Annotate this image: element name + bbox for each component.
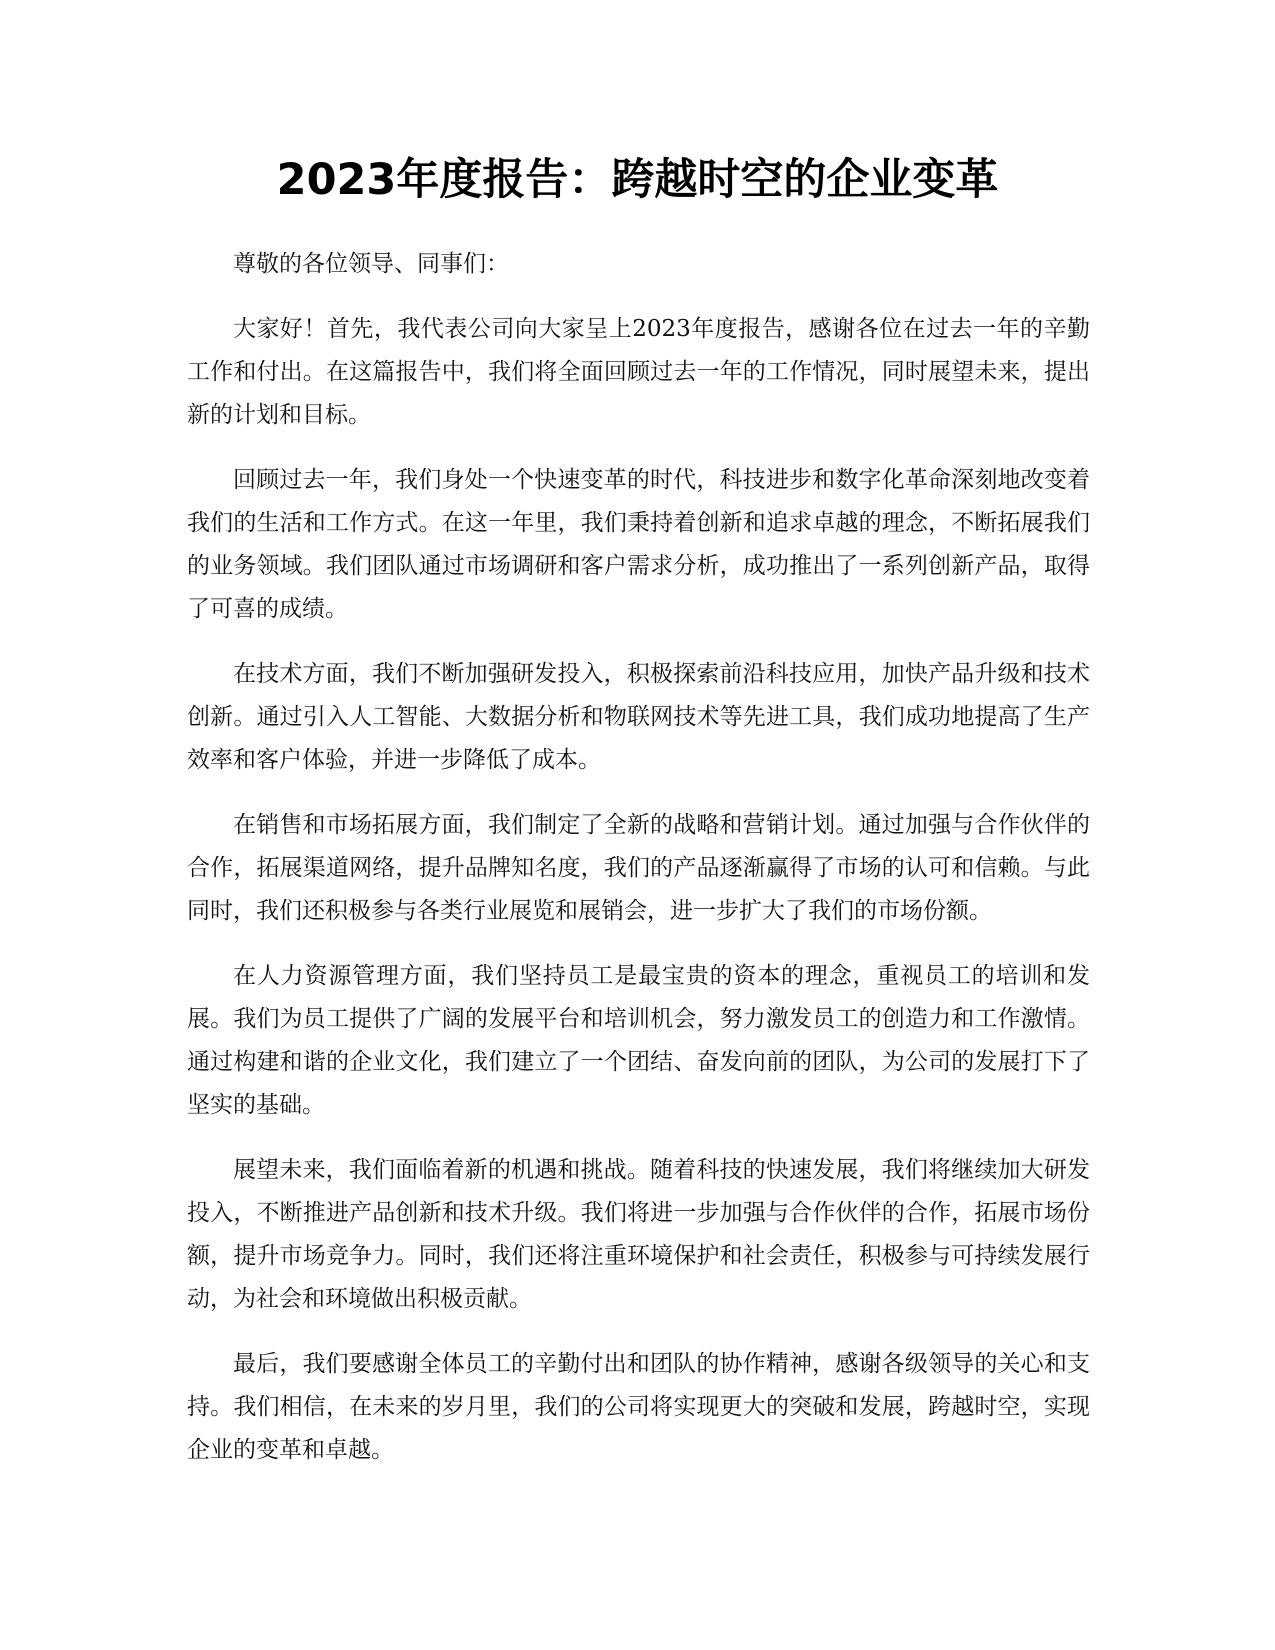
body-paragraph: 大家好！首先，我代表公司向大家呈上2023年度报告，感谢各位在过去一年的辛勤工作和付出。在这篇报告中，我们将全面回顾过去一年的工作情况，同时展望未来，提出新的计划和目标。 — [187, 316, 1090, 428]
greeting-paragraph: 尊敬的各位领导、同事们： — [233, 251, 509, 277]
body-paragraph: 回顾过去一年，我们身处一个快速变革的时代，科技进步和数字化革命深刻地改变着我们的生活和工作方式。在这一年里，我们秉持着创新和追求卓越的理念，不断拓展我们的业务领域。我们团队通过市场调研和客户需求分析，成功推出了一系列创新产品，取得了可喜的成绩。 — [187, 467, 1090, 622]
body-paragraph: 最后，我们要感谢全体员工的辛勤付出和团队的协作精神，感谢各级领导的关心和支持。我们相信，在未来的岁月里，我们的公司将实现更大的突破和发展，跨越时空，实现企业的变革和卓越。 — [187, 1351, 1090, 1463]
body-paragraph: 在技术方面，我们不断加强研发投入，积极探索前沿科技应用，加快产品升级和技术创新。通过引入人工智能、大数据分析和物联网技术等先进工具，我们成功地提高了生产效率和客户体验，并进一步降低了成本。 — [187, 661, 1090, 773]
document-body — [187, 243, 1090, 1494]
body-paragraph: 在销售和市场拓展方面，我们制定了全新的战略和营销计划。通过加强与合作伙伴的合作，拓展渠道网络，提升品牌知名度，我们的产品逐渐赢得了市场的认可和信赖。与此同时，我们还积极参与各类行业展览和展销会，进一步扩大了我们的市场份额。 — [187, 812, 1090, 924]
body-paragraph: 在人力资源管理方面，我们坚持员工是最宝贵的资本的理念，重视员工的培训和发展。我们为员工提供了广阔的发展平台和培训机会，努力激发员工的创造力和工作激情。通过构建和谐的企业文化，我们建立了一个团结、奋发向前的团队，为公司的发展打下了坚实的基础。 — [187, 963, 1090, 1118]
body-paragraph: 展望未来，我们面临着新的机遇和挑战。随着科技的快速发展，我们将继续加大研发投入，不断推进产品创新和技术升级。我们将进一步加强与合作伙伴的合作，拓展市场份额，提升市场竞争力。同时，我们还将注重环境保护和社会责任，积极参与可持续发展行动，为社会和环境做出积极贡献。 — [187, 1157, 1090, 1312]
document-title: 2023年度报告：跨越时空的企业变革 — [276, 155, 999, 205]
